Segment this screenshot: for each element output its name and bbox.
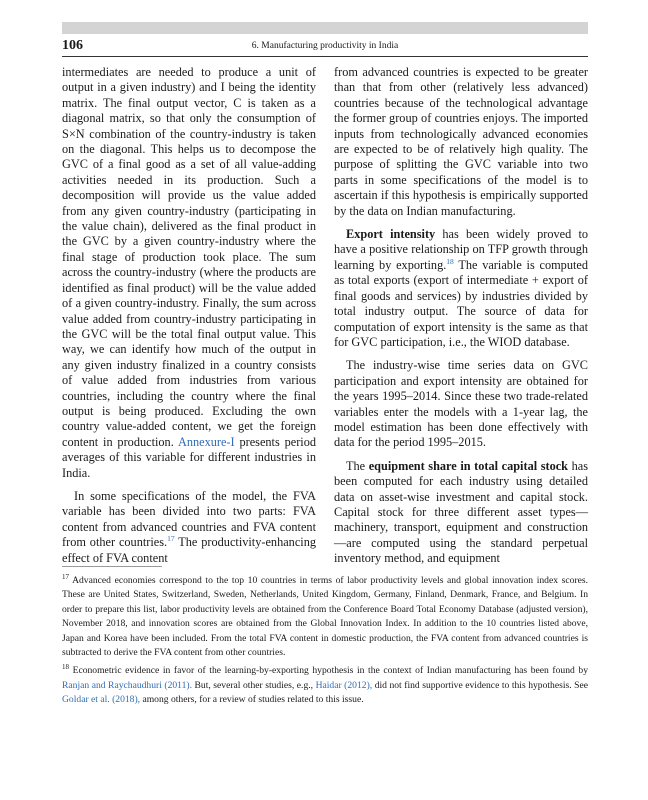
footnote-text: did not find supportive evidence to this hypothesis. See: [372, 679, 589, 691]
footnote-rule: [62, 566, 162, 567]
paragraph-text: The productivity-enhancing effect of FVA content: [62, 535, 316, 565]
page-number: 106: [62, 38, 83, 53]
footnote-text: among others, for a review of studies related to this issue.: [140, 694, 364, 706]
footnote-ref-17[interactable]: 17: [167, 534, 175, 544]
footnote-18: [62, 664, 588, 707]
bold-term: Export intensity: [346, 227, 436, 242]
header-rule: [62, 56, 588, 57]
footnote-ref-18[interactable]: 18: [446, 256, 454, 266]
paragraph-fva-advanced: from advanced countries is expected to be greater than that from other (relatively less advanced) countries because of the technological advantage the former group of countries enjoys. The imported inputs from technologically advanced economies are expected to be of relatively high quality. The purpose of splitting the GVC variable into two parts in some specifications of the model is to ascertain if this hypothesis is empirically supported by the data on Indian manufacturing.: [334, 65, 588, 218]
paragraph-text: In some specifications of the model, the FVA variable has been divided into two parts: FVA content from advanced countries and FVA content from other countries.: [62, 488, 316, 550]
footnote-number: 17: [62, 572, 69, 581]
paragraph-text: presents period averages of this variable for different industries in India.: [62, 434, 317, 480]
left-column: [62, 65, 316, 566]
paragraph-export-intensity: [334, 227, 588, 350]
footnote-number: 18: [62, 663, 69, 672]
paragraph-text: The variable is computed as total exports (export of intermediate + export of final goods and services) by industries divided by total industry output. The source of data for computation of export intensity is the same as that for GVC participation, i.e., the WIOD database.: [334, 257, 588, 349]
footnote-text: But, several other studies, e.g.,: [192, 679, 316, 691]
bold-term: equipment share in total capital stock: [368, 458, 569, 473]
paragraph-text: has been computed for each industry using detailed data on asset-wise investment and capital stock. Capital stock for three different asset types—machinery, transport, equipment and construction—are computed using the standard perpetual inventory method, and equipment: [334, 458, 588, 566]
footnote-17: [62, 574, 588, 660]
paragraph-text: The: [346, 458, 369, 473]
header-bar: [62, 22, 588, 34]
annexure-link[interactable]: Annexure-I: [177, 434, 235, 449]
paragraph-gvc-decomposition: [62, 65, 316, 481]
paragraph-equipment-share: [334, 459, 588, 567]
citation-link-goldar[interactable]: Goldar et al. (2018),: [62, 694, 141, 706]
citation-link-haidar[interactable]: Haidar (2012),: [315, 679, 373, 691]
footnote-text: Advanced economies correspond to the top 10 countries in terms of labor productivity levels and global innovation index scores. These are United States, Switzerland, Sweden, Netherlands, United Kingdom, Germany, Finland, Denmark, France, and Belgium. In order to prepare this list, labor productivity levels are obtained from the Conference Board Total Economy Database (adjusted version), November 2018, and innovation scores are obtained from the Global Innovation Index. In addition to the 10 countries listed above, Japan and Korea have been included. From the total FVA content in domestic production, the FVA content from advanced countries is subtracted to derive the FVA content from other countries.: [62, 575, 588, 659]
footnotes: [62, 574, 588, 712]
right-column: [334, 65, 588, 567]
citation-link-ranjan[interactable]: Ranjan and Raychaudhuri (2011).: [62, 679, 193, 691]
paragraph-text: has been widely proved to have a positive relationship on TFP growth through learning by exporting.: [334, 227, 589, 272]
paragraph-fva-split: [62, 489, 316, 566]
paragraph-text: intermediates are needed to produce a unit of output in a given industry) and I being the identity matrix. The final output vector, C is taken as a diagonal matrix, so that only the consumption of S×N combination of the country-industry is taken on the diagonal. This helps us to decompose the GVC of a final good as a set of all value-adding activities needed in its production. Such a decomposition will provide us the value added from any given country-industry (participating in the value chain), delivered as the final product in the GVC by a given country-industry where the final stage of production took place. The sum across the country-industry (where the products are identified as final product) will be the value added of a given country-industry. Finally, the sum across value added from country-industry participating in the GVC will be the total final output value. This way, we can identify how much of the output in any given industry finalized in a country consists of value added from industries from various countries, including the country where the final output is being produced. Excluding the own country value-added content, we get the foreign content in production.: [62, 65, 316, 449]
footnote-text: Econometric evidence in favor of the learning-by-exporting hypothesis in the context of Indian manufacturing has been found by: [69, 665, 588, 677]
paragraph-time-series: The industry-wise time series data on GVC participation and export intensity are obtained for the years 1995–2014. Since these two trade-related variables enter the models with a 1-year lag, the model estimation has been done effectively with data for the period 1995–2015.: [334, 358, 588, 450]
running-title: 6. Manufacturing productivity in India: [251, 41, 399, 51]
